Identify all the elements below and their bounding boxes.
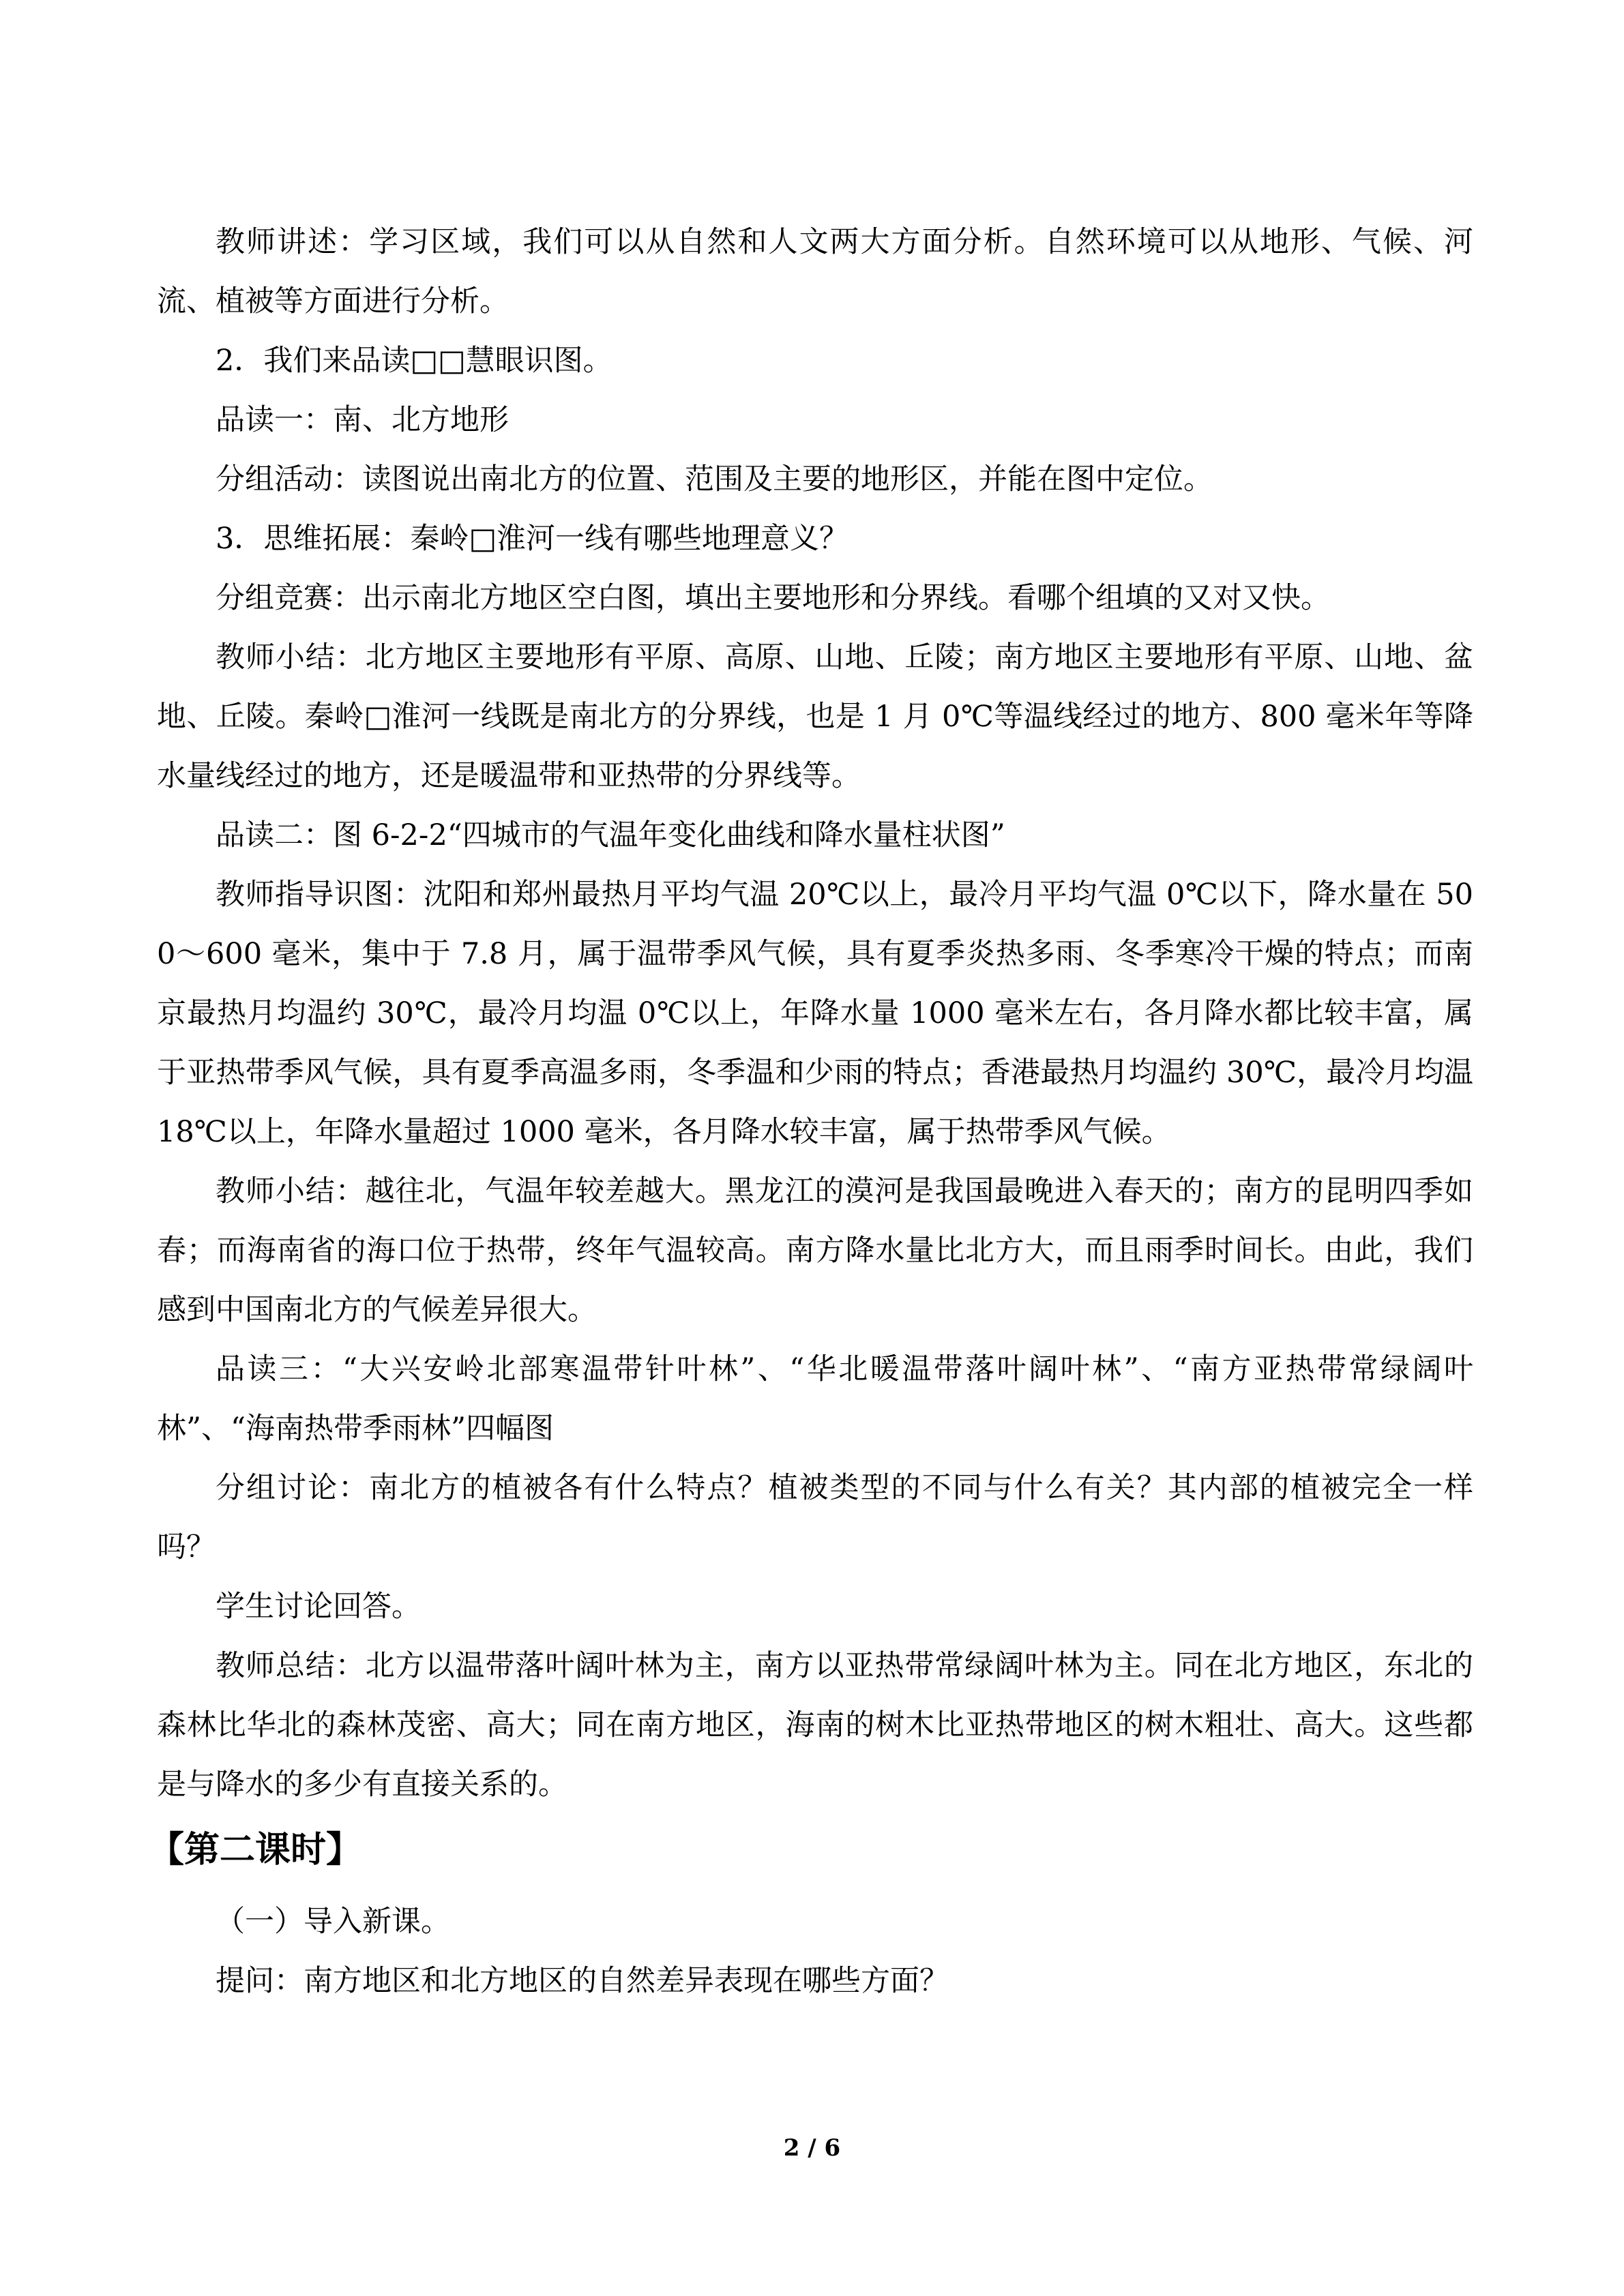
paragraph: 教师讲述：学习区域，我们可以从自然和人文两大方面分析。自然环境可以从地形、气候、河流、植被等方面进行分析。 (157, 225, 1473, 318)
paragraph: （一）导入新课。 (216, 1905, 450, 1939)
section-heading: 【第二课时】 (149, 1830, 362, 1870)
page-number: 2 / 6 (783, 2134, 841, 2162)
paragraph: 分组讨论：南北方的植被各有什么特点？植被类型的不同与什么有关？其内部的植被完全一样吗？ (157, 1471, 1473, 1564)
paragraph: 教师小结：北方地区主要地形有平原、高原、山地、丘陵；南方地区主要地形有平原、山地、盆地、丘陵。秦岭□淮河一线既是南北方的分界线，也是 1 月 0℃等温线经过的地方、800 毫米年等降水量线经过的地方，还是暖温带和亚热带的分界线等。 (157, 640, 1473, 793)
paragraph: 教师指导识图：沈阳和郑州最热月平均气温 20℃以上，最冷月平均气温 0℃以下，降水量在 500～600 毫米，集中于 7.8 月，属于温带季风气候，具有夏季炎热多雨、冬季寒冷干燥的特点；而南京最热月均温约 30℃，最冷月均温 0℃以上，年降水量 1000 毫米左右，各月降水都比较丰富，属于亚热带季风气候，具有夏季高温多雨，冬季温和少雨的特点；香港最热月均温约 30℃，最冷月均温 18℃以上，年降水量超过 1000 毫米，各月降水较丰富，属于热带季风气候。 (157, 878, 1473, 1149)
paragraph: 3．思维拓展：秦岭□淮河一线有哪些地理意义？ (216, 522, 848, 556)
paragraph: 2．我们来品读□□慧眼识图。 (216, 344, 612, 378)
paragraph: 提问：南方地区和北方地区的自然差异表现在哪些方面？ (216, 1964, 949, 1998)
paragraph: 学生讨论回答。 (216, 1590, 421, 1624)
paragraph: 品读二：图 6-2-2“四城市的气温年变化曲线和降水量柱状图” (216, 818, 1005, 852)
paragraph: 品读一：南、北方地形 (216, 403, 509, 437)
paragraph: 教师小结：越往北，气温年较差越大。黑龙江的漠河是我国最晚进入春天的；南方的昆明四季如春；而海南省的海口位于热带，终年气温较高。南方降水量比北方大，而且雨季时间长。由此，我们感到中国南北方的气候差异很大。 (157, 1174, 1473, 1327)
paragraph: 教师总结：北方以温带落叶阔叶林为主，南方以亚热带常绿阔叶林为主。同在北方地区，东北的森林比华北的森林茂密、高大；同在南方地区，海南的树木比亚热带地区的树木粗壮、高大。这些都是与降水的多少有直接关系的。 (157, 1649, 1473, 1802)
paragraph: 分组竞赛：出示南北方地区空白图，填出主要地形和分界线。看哪个组填的又对又快。 (216, 581, 1330, 615)
paragraph: 品读三：“大兴安岭北部寒温带针叶林”、“华北暖温带落叶阔叶林”、“南方亚热带常绿阔叶林”、“海南热带季雨林”四幅图 (157, 1352, 1473, 1446)
paragraph: 分组活动：读图说出南北方的位置、范围及主要的地形区，并能在图中定位。 (216, 462, 1213, 496)
document-body (149, 213, 1473, 2011)
